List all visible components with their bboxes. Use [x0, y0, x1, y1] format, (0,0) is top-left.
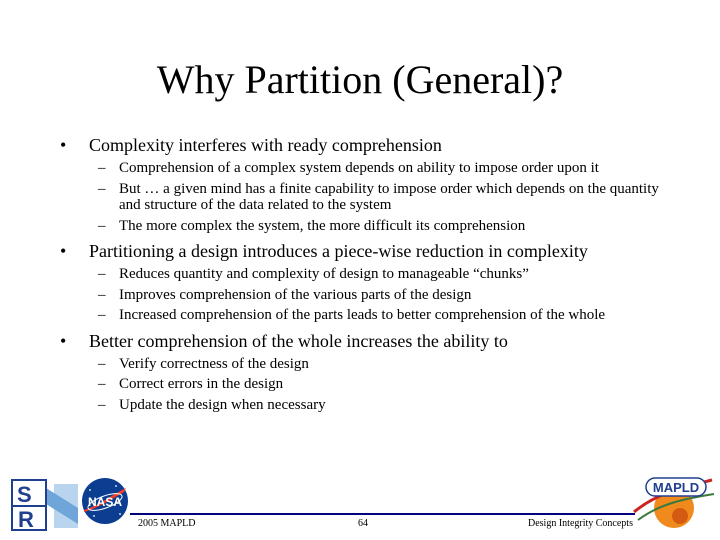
sub-text: Comprehension of a complex system depends on ability to impose order upon it — [119, 160, 599, 176]
bullet-text: Partitioning a design introduces a piece-wise reduction in complexity — [89, 241, 588, 261]
sub-item — [60, 181, 670, 214]
bullet-glyph: • — [60, 241, 67, 261]
sub-text: Verify correctness of the design — [119, 355, 309, 372]
sub-text: The more complex the system, the more difficult its comprehension — [119, 217, 526, 234]
sr-logo — [10, 478, 80, 532]
logo-letter-s: S — [17, 482, 32, 507]
footer-rule — [130, 513, 635, 515]
dash-glyph: – — [98, 266, 106, 282]
dash-glyph: – — [98, 286, 106, 303]
sub-text: Reduces quantity and complexity of design to manageable “chunks” — [119, 266, 529, 282]
sub-list — [60, 356, 670, 414]
sub-item — [60, 376, 670, 393]
sub-text: Improves comprehension of the various parts of the design — [119, 286, 472, 303]
mapld-logo — [628, 472, 716, 532]
slide-title: Why Partition (General)? — [156, 57, 564, 102]
sub-item — [60, 356, 670, 373]
dash-glyph: – — [98, 307, 106, 323]
dash-glyph: – — [98, 160, 106, 176]
sub-item — [60, 266, 670, 283]
sub-text: Correct errors in the design — [119, 376, 284, 392]
sub-text: Increased comprehension of the parts leads to better comprehension of the whole — [119, 307, 606, 323]
dash-glyph: – — [98, 180, 106, 197]
bullet-glyph: • — [60, 135, 67, 155]
nasa-wordmark: NASA — [87, 495, 123, 509]
sub-list — [60, 160, 670, 234]
mapld-wordmark: MAPLD — [652, 480, 700, 495]
nasa-logo — [80, 476, 130, 526]
sub-item — [60, 397, 670, 414]
sub-item — [60, 160, 670, 177]
bullet-glyph: • — [60, 330, 67, 351]
bullet-item — [60, 241, 670, 262]
sub-list — [60, 266, 670, 324]
dash-glyph: – — [98, 355, 106, 372]
nasa-star — [119, 513, 121, 515]
footer-right: Design Integrity Concepts — [528, 518, 633, 529]
logo-letter-r: R — [18, 507, 34, 532]
sub-item — [60, 218, 670, 235]
page-number: 64 — [358, 518, 368, 529]
nasa-star — [115, 485, 117, 487]
bullet-text: Complexity interferes with ready comprehension — [89, 135, 442, 155]
sub-text: Update the design when necessary — [119, 396, 326, 413]
bullet-item — [60, 331, 670, 352]
nasa-star — [89, 489, 91, 491]
bullet-item — [60, 135, 670, 156]
nasa-star — [93, 515, 95, 517]
footer-left: 2005 MAPLD — [138, 518, 196, 529]
dash-glyph: – — [98, 217, 106, 234]
slide-content — [60, 135, 670, 420]
bullet-text: Better comprehension of the whole increases the ability to — [89, 330, 508, 351]
sub-text: But … a given mind has a finite capability to impose order which depends on the quantity and structure of the data related to the system — [119, 180, 659, 213]
dash-glyph: – — [98, 376, 106, 392]
sub-item — [60, 307, 670, 324]
mapld-spot — [672, 508, 688, 524]
dash-glyph: – — [98, 396, 106, 413]
sub-item — [60, 287, 670, 304]
